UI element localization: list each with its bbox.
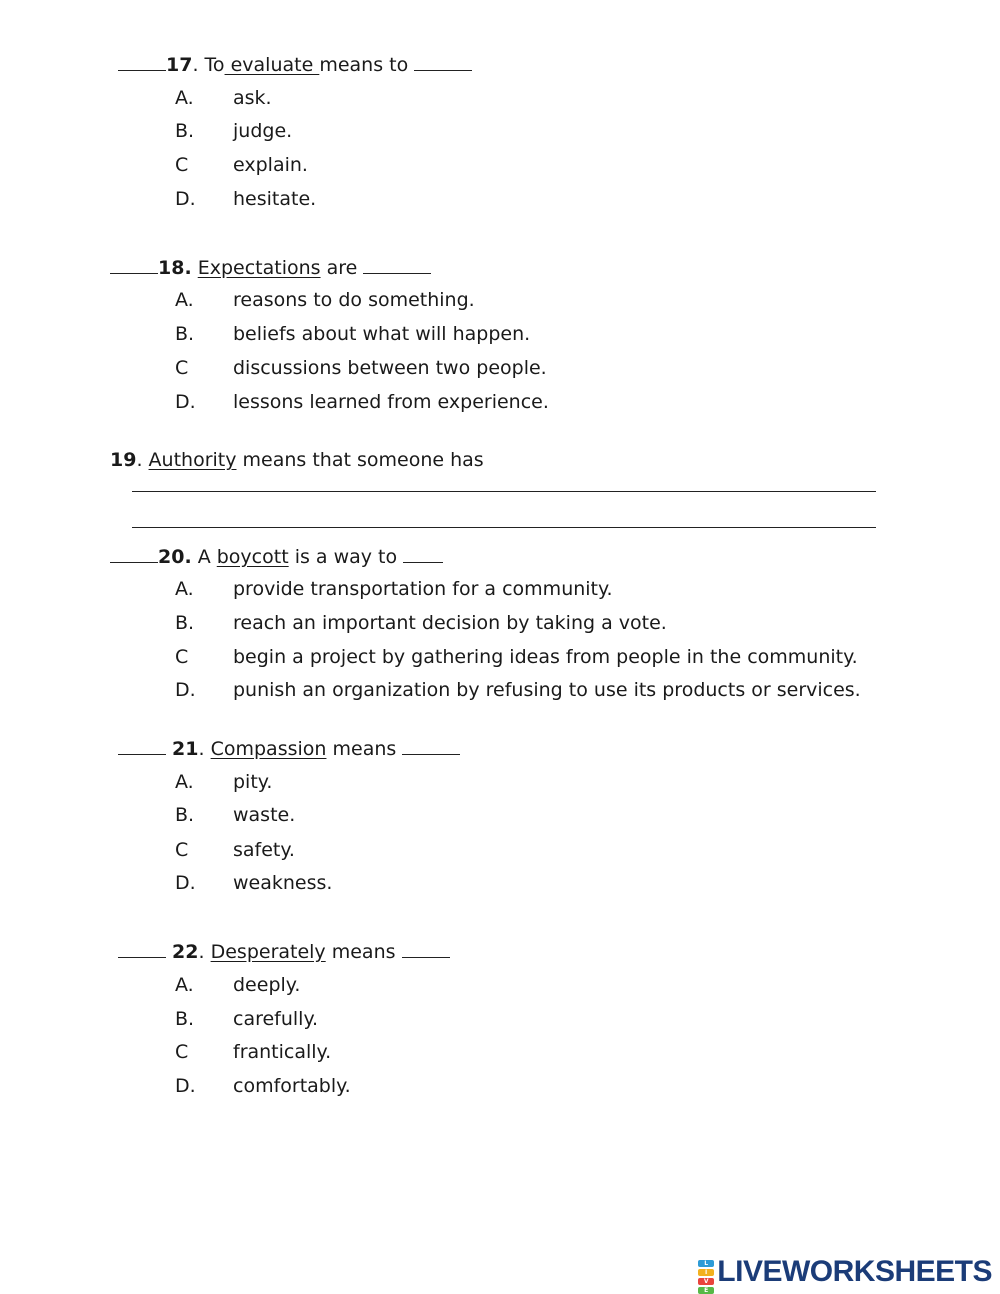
option-row [175,578,613,600]
question-number: 17 [166,54,193,76]
answer-blank[interactable] [110,545,158,563]
definition-blank [402,940,450,958]
answer-line-2[interactable] [132,527,876,528]
question-prefix: . [198,738,211,760]
logo-text: LIVEWORKSHEETS [717,1255,992,1288]
definition-blank [414,53,472,71]
logo-mark-icon [698,1259,714,1294]
definition-blank [403,545,443,563]
option-text: discussions between two people. [233,357,547,379]
vocabulary-term: Authority [148,449,237,471]
question-number: 21 [172,738,199,760]
question-20-stem [110,545,443,568]
question-22-stem [118,940,450,963]
option-row [175,323,530,345]
option-text: deeply. [233,974,301,996]
option-letter: D. [175,679,196,701]
option-letter: C [175,839,189,861]
option-row [175,120,292,142]
option-row [175,1075,351,1097]
option-row [175,357,547,379]
option-text: judge. [233,120,293,142]
option-text: explain. [233,154,308,176]
question-prefix: . To [192,54,225,76]
option-text: carefully. [233,1008,319,1030]
answer-blank[interactable] [110,256,158,274]
option-row [175,679,861,701]
option-letter: B. [175,120,195,142]
question-number: 20. [158,546,192,568]
vocabulary-term: evaluate [224,54,320,76]
vocabulary-term: Compassion [210,738,327,760]
option-row [175,872,332,894]
question-number: 22 [172,941,199,963]
option-text: punish an organization by refusing to use its products or services. [233,679,861,701]
option-text: waste. [233,804,296,826]
answer-blank[interactable] [118,737,166,755]
question-number: 18. [158,257,192,279]
question-prefix: A [191,546,217,568]
option-text: hesitate. [233,188,317,210]
option-text: begin a project by gathering ideas from people in the community. [233,646,858,668]
option-letter: D. [175,391,196,413]
answer-blank[interactable] [118,53,166,71]
option-row [175,188,316,210]
option-letter: D. [175,1075,196,1097]
vocabulary-term: Expectations [197,257,321,279]
logo-mark-block: E [698,1287,714,1294]
option-text: comfortably. [233,1075,351,1097]
option-row [175,391,549,413]
logo-mark-block: L [698,1260,714,1267]
option-letter: B. [175,1008,195,1030]
option-row [175,646,858,668]
option-text: provide transportation for a community. [233,578,613,600]
option-row [175,839,295,861]
option-text: weakness. [233,872,333,894]
question-suffix: means that someone has [236,449,484,471]
option-letter: B. [175,612,195,634]
option-letter: C [175,646,189,668]
option-row [175,771,272,793]
question-suffix: means [325,941,396,963]
question-suffix: is a way to [288,546,398,568]
option-letter: A. [175,578,194,600]
option-letter: B. [175,804,195,826]
question-17-stem [118,53,472,76]
question-prefix: . [136,449,149,471]
option-row [175,289,475,311]
option-letter: C [175,1041,189,1063]
option-row [175,1008,318,1030]
option-row [175,974,300,996]
question-suffix: means to [319,54,409,76]
option-letter: A. [175,771,194,793]
option-text: reasons to do something. [233,289,475,311]
option-row [175,87,272,109]
question-21-stem [118,737,460,760]
logo-mark-block: V [698,1278,714,1285]
question-suffix: are [320,257,358,279]
option-letter: A. [175,289,194,311]
liveworksheets-logo[interactable] [698,1255,992,1294]
option-row [175,154,308,176]
option-text: lessons learned from experience. [233,391,549,413]
question-suffix: means [326,738,397,760]
option-letter: C [175,154,189,176]
option-letter: A. [175,974,194,996]
option-row [175,1041,331,1063]
logo-mark-block: I [698,1269,714,1276]
definition-blank [363,256,431,274]
option-row [175,804,295,826]
answer-line-1[interactable] [132,491,876,492]
option-text: reach an important decision by taking a vote. [233,612,667,634]
definition-blank [402,737,460,755]
option-text: pity. [233,771,273,793]
option-letter: B. [175,323,195,345]
option-letter: D. [175,188,196,210]
option-row [175,612,667,634]
option-text: frantically. [233,1041,332,1063]
answer-blank[interactable] [118,940,166,958]
question-prefix: . [198,941,211,963]
question-18-stem [110,256,431,279]
question-number: 19 [110,449,137,471]
option-text: beliefs about what will happen. [233,323,531,345]
option-letter: A. [175,87,194,109]
vocabulary-term: boycott [216,546,289,568]
option-text: ask. [233,87,272,109]
question-19-stem [110,449,484,471]
option-letter: C [175,357,189,379]
option-text: safety. [233,839,295,861]
option-letter: D. [175,872,196,894]
vocabulary-term: Desperately [210,941,326,963]
